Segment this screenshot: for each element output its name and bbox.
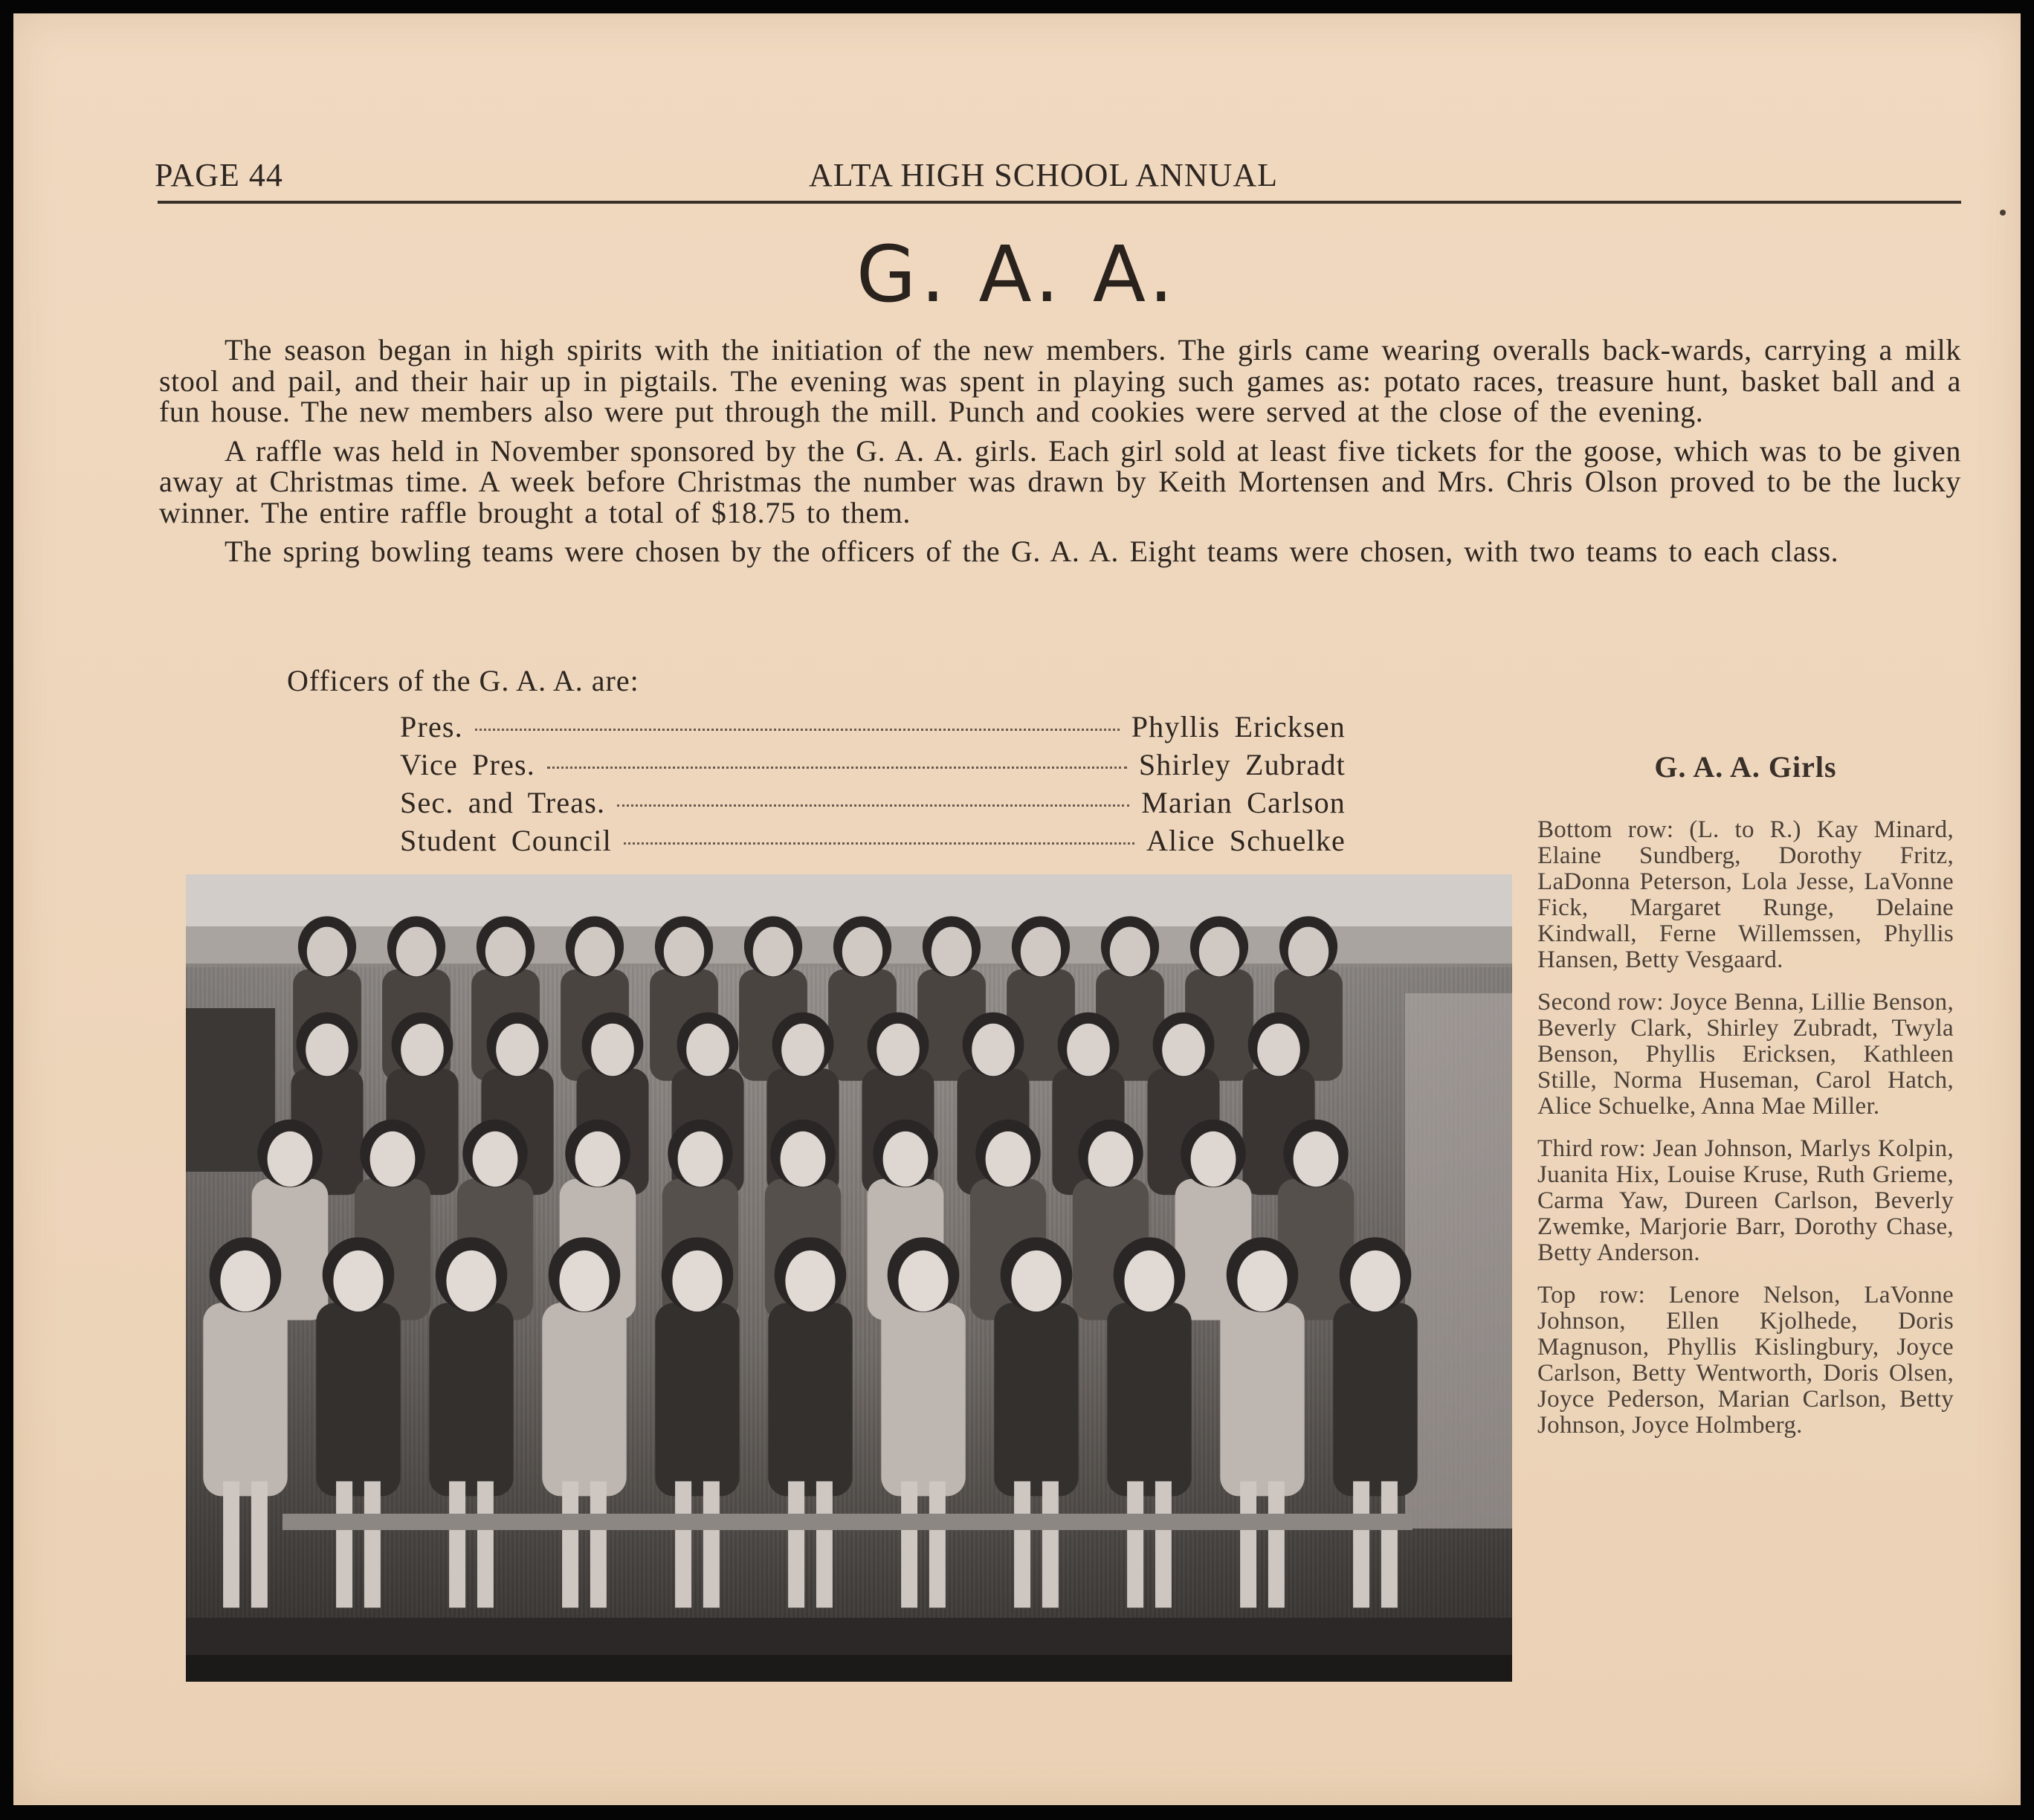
officer-name: Shirley Zubradt <box>1138 748 1346 781</box>
student-figure <box>1220 1237 1304 1607</box>
ink-speck <box>2000 210 2006 216</box>
leader-dots <box>617 804 1129 807</box>
caption-title: G. A. A. Girls <box>1654 750 1837 784</box>
yearbook-page <box>13 13 2021 1805</box>
officer-row-president <box>400 709 1346 747</box>
leader-dots <box>475 729 1120 731</box>
leader-dots <box>547 767 1127 769</box>
officer-list <box>400 709 1346 861</box>
student-figure <box>316 1237 400 1607</box>
page-title: G. A. A. <box>856 229 1178 320</box>
officer-row-secretary-treasurer <box>400 785 1346 823</box>
photo-caption <box>1537 749 1954 1455</box>
officer-role: Vice Pres. <box>400 748 535 781</box>
page-number: PAGE 44 <box>155 157 283 193</box>
officer-role: Student Council <box>400 824 612 857</box>
student-figure <box>994 1237 1078 1607</box>
caption-second-row: Second row: Joyce Benna, Lillie Benson, Beverly Clark, Shirley Zubradt, Twyla Benson, Phyllis Ericksen, Kathleen Stille, Norma Huseman, Carol Hatch, Alice Schuelke, Anna Mae Miller. <box>1537 989 1954 1120</box>
officer-role: Pres. <box>400 710 463 743</box>
article-body <box>159 335 1961 575</box>
student-figure <box>542 1237 626 1607</box>
caption-bottom-row: Bottom row: (L. to R.) Kay Minard, Elaine Sundberg, Dorothy Fritz, LaDonna Peterson, Lola Jesse, LaVonne Fick, Margaret Runge, Delaine Kindwall, Ferne Willemssen, Phyllis Hansen, Betty Vesgaard. <box>1537 816 1954 973</box>
caption-third-row: Third row: Jean Johnson, Marlys Kolpin, Juanita Hix, Louise Kruse, Ruth Grieme, Carma Yaw, Dureen Carlson, Beverly Zwemke, Marjorie Barr, Dorothy Chase, Betty Anderson. <box>1537 1135 1954 1266</box>
running-header <box>155 156 1961 201</box>
officer-name: Alice Schuelke <box>1146 824 1346 857</box>
student-figure <box>203 1237 287 1607</box>
officer-row-student-council <box>400 823 1346 861</box>
caption-top-row: Top row: Lenore Nelson, LaVonne Johnson, Ellen Kjolhede, Doris Magnuson, Phyllis Kislingbury, Joyce Carlson, Betty Wentworth, Doris Olsen, Joyce Pederson, Marian Carlson, Betty Johnson, Joyce Holmberg. <box>1537 1282 1954 1439</box>
student-figure <box>655 1237 739 1607</box>
student-figure <box>429 1237 513 1607</box>
leader-dots <box>624 842 1134 845</box>
student-figure <box>768 1237 852 1607</box>
paragraph-raffle: A raffle was held in November sponsored by the G. A. A. girls. Each girl sold at least five tickets for the goose, which was to be given away at Christmas time. A week before Christmas the number was drawn by Keith Mortensen and Mrs. Chris Olson proved to be the lucky winner. The entire raffle brought a total of $18.75 to them. <box>159 433 1961 529</box>
officer-name: Marian Carlson <box>1141 786 1346 819</box>
group-photo <box>186 874 1512 1682</box>
officer-name: Phyllis Ericksen <box>1131 710 1346 743</box>
student-figure <box>881 1237 965 1607</box>
student-figure <box>1333 1237 1417 1607</box>
officers-intro: Officers of the G. A. A. are: <box>287 664 639 697</box>
officer-row-vice-president <box>400 747 1346 785</box>
paragraph-initiation: The season began in high spirits with the initiation of the new members. The girls came wearing overalls back-wards, carrying a milk stool and pail, and their hair up in pigtails. The evening was spent in playing such games as: potato races, treasure hunt, basket ball and a fun house. The new members also were put through the mill. Punch and cookies were served at the close of the evening. <box>159 333 1961 428</box>
officer-role: Sec. and Treas. <box>400 786 606 819</box>
paragraph-bowling: The spring bowling teams were chosen by the officers of the G. A. A. Eight teams were chosen, with two teams to each class. <box>225 535 1839 568</box>
header-rule <box>158 201 1961 204</box>
publication-title: ALTA HIGH SCHOOL ANNUAL <box>809 157 1279 193</box>
group-photo-illustration <box>186 874 1512 1682</box>
student-figure <box>1107 1237 1191 1607</box>
